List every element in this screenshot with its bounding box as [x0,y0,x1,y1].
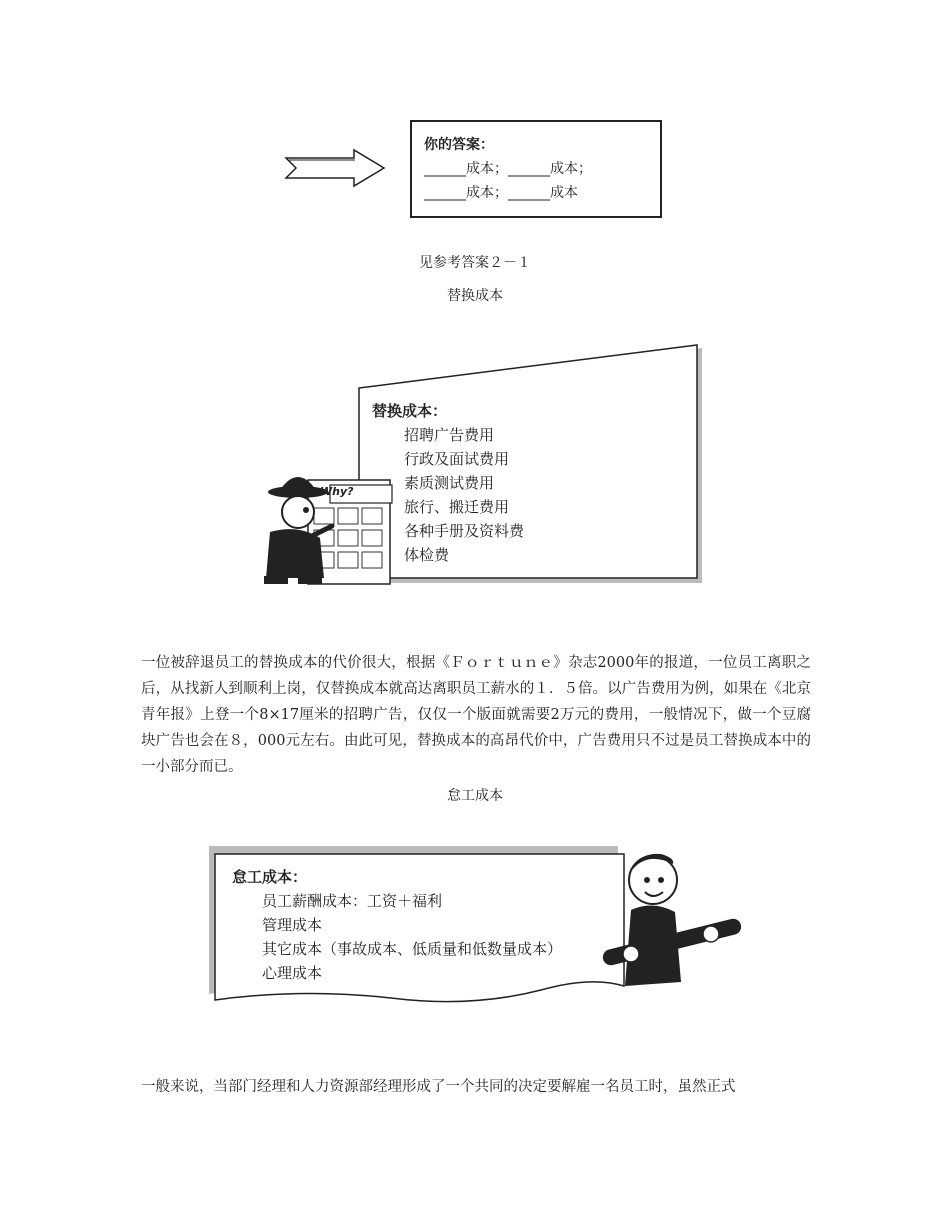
paragraph-idle-cost: 一般来说，当部门经理和人力资源部经理形成了一个共同的决定要解雇一名员工时，虽然正式 [141,1079,736,1095]
idle-item: 心理成本 [262,964,323,982]
answer-row-2: ______成本；______成本 [424,185,578,201]
replacement-item: 旅行、搬迁费用 [404,498,510,516]
answer-row-1: ______成本；______成本； [424,161,592,177]
replacement-item: 招聘广告费用 [404,426,495,444]
idle-item: 其它成本（事故成本、低质量和低数量成本） [262,940,563,958]
section-heading-replacement: 替换成本 [447,288,503,304]
reference-caption: 见参考答案２－１ [419,255,531,271]
replacement-card-title: 替换成本： [372,402,448,420]
replacement-item: 素质测试费用 [404,474,495,492]
idle-item: 管理成本 [262,916,323,934]
arrow-right-icon [284,148,388,188]
idle-item: 员工薪酬成本：工资＋福利 [262,892,443,910]
replacement-item: 行政及面试费用 [404,450,510,468]
replacement-item: 各种手册及资料费 [404,522,525,540]
answer-box-title: 你的答案： [424,137,494,153]
paragraph-replacement-cost: 一位被辞退员工的替换成本的代价很大，根据《Ｆｏｒｔｕｎｅ》杂志2000年的报道，一位员工离职之后，从找新人到顺利上岗，仅替换成本就高达离职员工薪水的１．５倍。以广告费用为例，如果在《北京青年报》上登一个8×17厘米的招聘广告，仅仅一个版面就需要2万元的费用，一般情况下，做一个豆腐块广告也会在８，000元左右。由此可见，替换成本的高昂代价中，广告费用只不过是员工替换成本中的一小部分而已。 [141,655,811,775]
idle-card-title: 怠工成本： [232,868,308,886]
answer-box [410,120,662,218]
why-sign-text: Why? [320,485,354,498]
section-heading-idle: 怠工成本 [447,788,503,804]
replacement-item: 体检费 [404,546,450,564]
